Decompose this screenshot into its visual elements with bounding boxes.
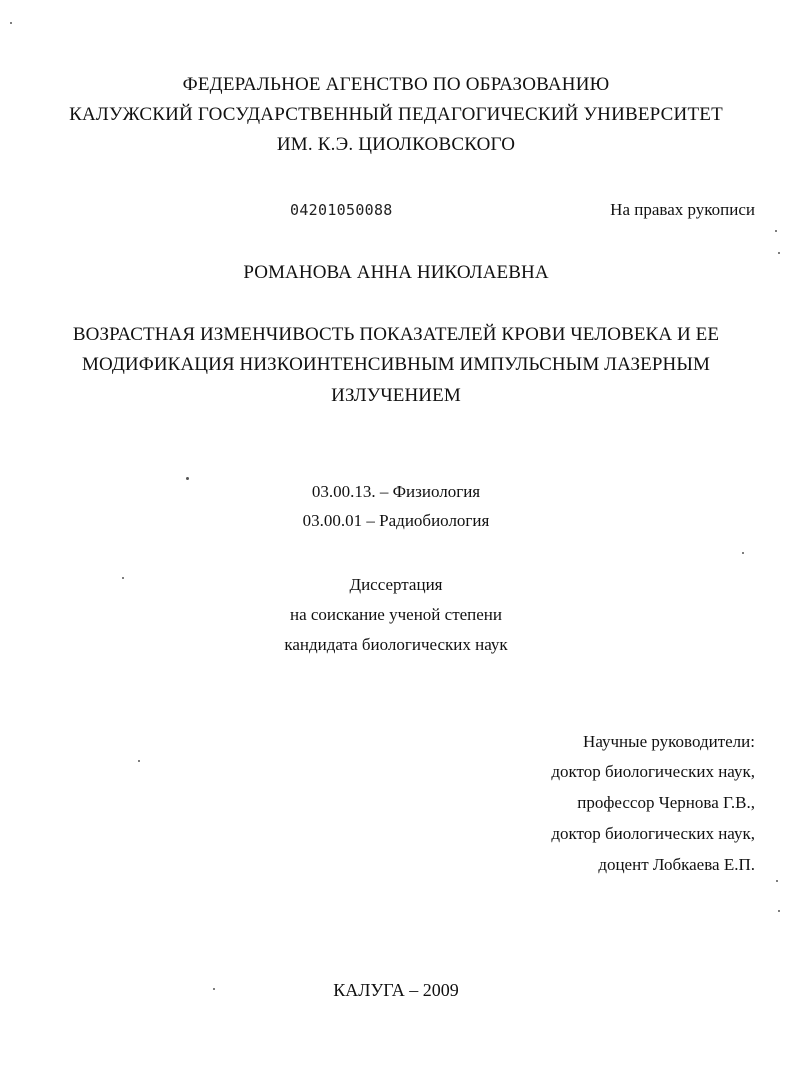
- degree-purpose: на соискание ученой степени: [289, 605, 503, 624]
- scan-speck: [186, 477, 189, 480]
- supervisor-1-name: профессор Чернова Г.В.,: [577, 793, 755, 812]
- agency-name: ФЕДЕРАЛЬНОЕ АГЕНСТВО ПО ОБРАЗОВАНИЮ: [182, 74, 610, 95]
- university-name: КАЛУЖСКИЙ ГОСУДАРСТВЕННЫЙ ПЕДАГОГИЧЕСКИЙ УНИВЕРСИТЕТ: [69, 104, 723, 125]
- author-name: РОМАНОВА АННА НИКОЛАЕВНА: [243, 262, 549, 283]
- dissertation-title-line-3: ИЗЛУЧЕНИЕМ: [331, 385, 461, 406]
- scan-speck: [778, 910, 780, 912]
- supervisor-2-degree: доктор биологических наук,: [551, 824, 755, 843]
- specialty-radiobiology: 03.00.01 – Радиобиология: [302, 511, 490, 530]
- dissertation-title-line-1: ВОЗРАСТНАЯ ИЗМЕНЧИВОСТЬ ПОКАЗАТЕЛЕЙ КРОВИ ЧЕЛОВЕКА И ЕЕ: [72, 324, 720, 345]
- scan-speck: [213, 988, 215, 990]
- record-number-stamp: 04201050088: [290, 201, 393, 219]
- rights-note: На правах рукописи: [610, 200, 755, 219]
- dissertation-title-line-2: МОДИФИКАЦИЯ НИЗКОИНТЕНСИВНЫМ ИМПУЛЬСНЫМ ЛАЗЕРНЫМ: [82, 354, 710, 375]
- city-year: КАЛУГА – 2009: [333, 980, 459, 1000]
- scan-speck: [742, 552, 744, 554]
- university-named-after: ИМ. К.Э. ЦИОЛКОВСКОГО: [276, 134, 516, 155]
- supervisor-1-degree: доктор биологических наук,: [551, 762, 755, 781]
- scan-speck: [776, 880, 778, 882]
- scan-speck: [775, 230, 777, 232]
- degree-type: Диссертация: [349, 575, 443, 594]
- supervisor-2-name: доцент Лобкаева Е.П.: [598, 855, 755, 874]
- supervisors-heading: Научные руководители:: [583, 732, 755, 751]
- scan-speck: [778, 252, 780, 254]
- scan-speck: [122, 577, 124, 579]
- scan-speck: [138, 760, 140, 762]
- scan-speck: [10, 22, 12, 24]
- specialty-physiology: 03.00.13. – Физиология: [311, 482, 481, 501]
- degree-title: кандидата биологических наук: [284, 635, 508, 654]
